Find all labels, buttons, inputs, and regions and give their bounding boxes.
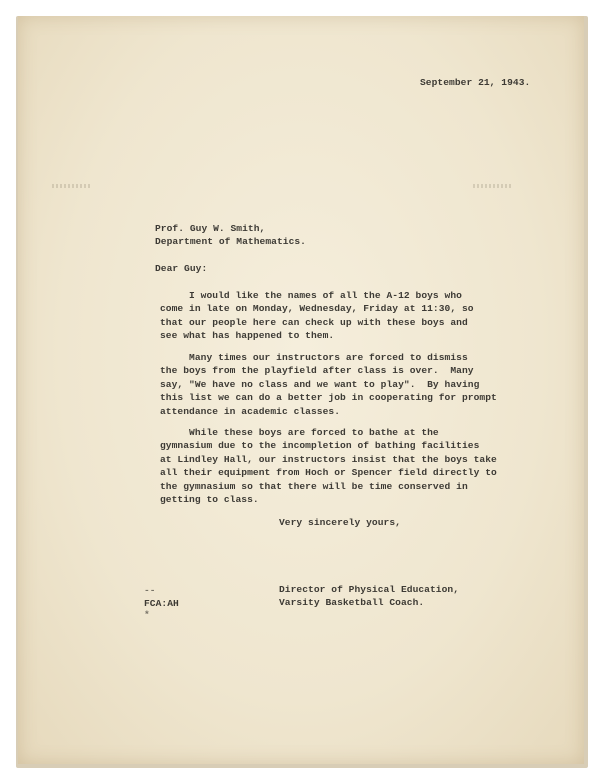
body-paragraph-3 [160, 426, 500, 506]
paragraph-line: While these boys are forced to bathe at the [160, 427, 439, 438]
paragraph-line: come in late on Monday, Wednesday, Friday at 11:30, so [160, 303, 474, 315]
paragraph-line: the gymnasium so that there will be time conserved in [160, 480, 468, 492]
body-paragraph-1 [160, 289, 500, 343]
signature-title-2: Varsity Basketball Coach. [279, 597, 425, 608]
paragraph-line: at Lindley Hall, our instructors insist that the boys take [160, 453, 497, 465]
paragraph-line: all their equipment from Hoch or Spencer field directly to [160, 467, 497, 479]
paragraph-line: see what has happened to them. [160, 330, 335, 342]
paragraph-line: getting to class. [160, 494, 259, 506]
paragraph-line: attendance in academic classes. [160, 405, 341, 417]
paragraph-line: the boys from the playfield after class is over. Many [160, 365, 474, 377]
paragraph-line: say, "We have no class and we want to play". By having [160, 378, 480, 390]
recipient-name: Prof. Guy W. Smith, [155, 223, 266, 234]
body-paragraph-2 [160, 351, 500, 418]
salutation: Dear Guy: [155, 263, 208, 274]
paragraph-line: Many times our instructors are forced to dismiss [160, 352, 468, 363]
letter-date: September 21, 1943. [420, 77, 531, 88]
paragraph-line: this list we can do a better job in cooperating for prompt [160, 392, 497, 404]
mark-above-initials: -- [144, 585, 156, 596]
paragraph-line: gymnasium due to the incompletion of bathing facilities [160, 440, 480, 452]
right-margin-smudge [473, 184, 511, 188]
paragraph-line: that our people here can check up with these boys and [160, 316, 468, 328]
paragraph-line: I would like the names of all the A-12 boys who [160, 290, 462, 301]
mark-below-initials: * [144, 609, 150, 620]
recipient-department: Department of Mathematics. [155, 236, 306, 247]
letter-page [18, 16, 584, 764]
left-margin-smudge [52, 184, 90, 188]
signature-title-1: Director of Physical Education, [279, 584, 460, 595]
typist-initials: FCA:AH [144, 598, 179, 609]
closing: Very sincerely yours, [279, 517, 401, 528]
